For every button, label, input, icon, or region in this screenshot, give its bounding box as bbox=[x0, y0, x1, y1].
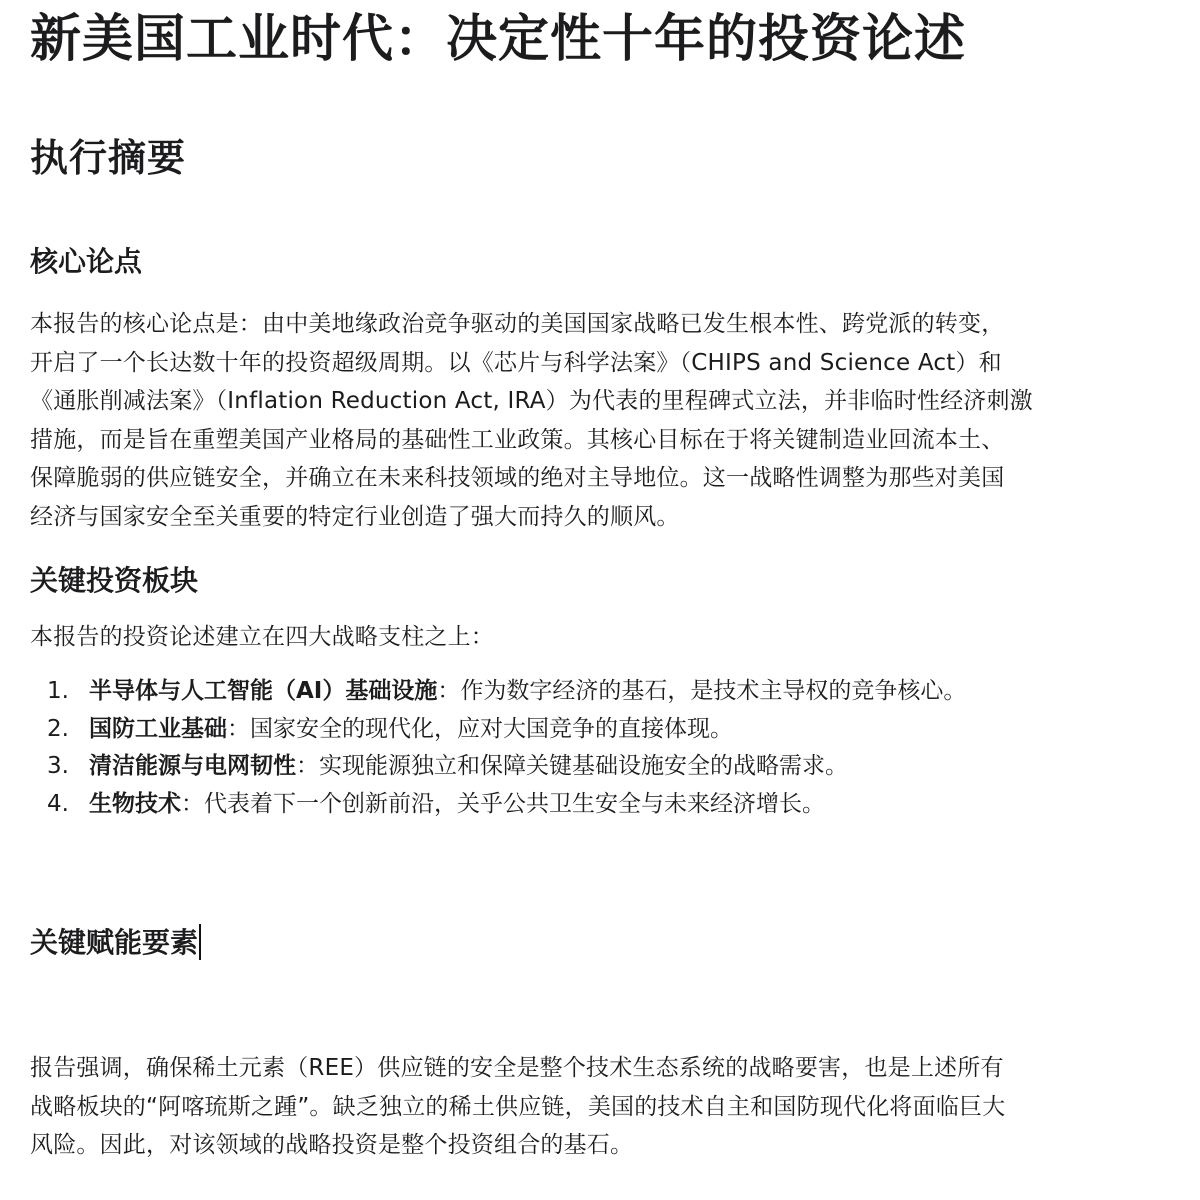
document-title: 新美国工业时代：决定性十年的投资论述 bbox=[30, 10, 967, 69]
list-item-text: ：国家安全的现代化，应对大国竞争的直接体现。 bbox=[227, 715, 733, 742]
paragraph-line: 风险。因此，对该领域的战略投资是整个投资组合的基石。 bbox=[30, 1132, 634, 1159]
list-item-title: 国防工业基础 bbox=[89, 715, 227, 742]
list-item bbox=[30, 711, 966, 749]
paragraph-line: 开启了一个长达数十年的投资超级周期。以《芯片与科学法案》（CHIPS and Science Act）和 bbox=[30, 349, 1002, 376]
list-item-title: 生物技术 bbox=[89, 790, 181, 817]
list-number: 3. bbox=[47, 753, 69, 780]
list-number: 4. bbox=[47, 790, 69, 817]
list-number: 2. bbox=[47, 715, 69, 742]
text-cursor bbox=[199, 924, 201, 960]
core-thesis-heading: 核心论点 bbox=[30, 245, 143, 278]
enablers-paragraph bbox=[30, 1049, 1195, 1165]
paragraph-line: 措施，而是旨在重塑美国产业格局的基础性工业政策。其核心目标在于将关键制造业回流本土、 bbox=[30, 426, 1005, 453]
list-item-text: ：代表着下一个创新前沿，关乎公共卫生安全与未来经济增长。 bbox=[181, 790, 825, 817]
key-sectors-heading: 关键投资板块 bbox=[30, 564, 199, 597]
paragraph-line: 战略板块的“阿喀琉斯之踵”。缺乏独立的稀土供应链，美国的技术自主和国防现代化将面临巨大 bbox=[30, 1093, 1006, 1120]
list-item-title: 清洁能源与电网韧性 bbox=[89, 753, 296, 780]
list-number: 1. bbox=[47, 678, 69, 704]
enablers-heading-text: 关键赋能要素 bbox=[30, 926, 199, 959]
enablers-heading[interactable] bbox=[30, 923, 201, 963]
list-item-text: ：实现能源独立和保障关键基础设施安全的战略需求。 bbox=[296, 753, 848, 780]
key-sectors-intro bbox=[30, 618, 1195, 657]
key-sectors-list bbox=[30, 673, 966, 823]
paragraph-line: 经济与国家安全至关重要的特定行业创造了强大而持久的顺风。 bbox=[30, 503, 680, 530]
list-item-title: 半导体与人工智能（AI）基础设施 bbox=[89, 678, 438, 704]
executive-summary-heading: 执行摘要 bbox=[30, 136, 187, 180]
paragraph-line: 本报告的核心论点是：由中美地缘政治竞争驱动的美国国家战略已发生根本性、跨党派的转变， bbox=[30, 311, 1005, 337]
list-item bbox=[30, 748, 966, 786]
paragraph-line: 本报告的投资论述建立在四大战略支柱之上： bbox=[30, 624, 494, 650]
paragraph-line: 保障脆弱的供应链安全，并确立在未来科技领域的绝对主导地位。这一战略性调整为那些对美国 bbox=[30, 465, 1005, 492]
list-item bbox=[30, 786, 966, 824]
list-item bbox=[30, 673, 966, 711]
list-item-text: ：作为数字经济的基石，是技术主导权的竞争核心。 bbox=[437, 678, 967, 704]
paragraph-line: 报告强调，确保稀土元素（REE）供应链的安全是整个技术生态系统的战略要害，也是上述所有 bbox=[30, 1055, 1004, 1081]
core-thesis-paragraph bbox=[30, 305, 1195, 537]
paragraph-line: 《通胀削减法案》（Inflation Reduction Act, IRA）为代表的里程碑式立法，并非临时性经济刺激 bbox=[30, 388, 1033, 415]
